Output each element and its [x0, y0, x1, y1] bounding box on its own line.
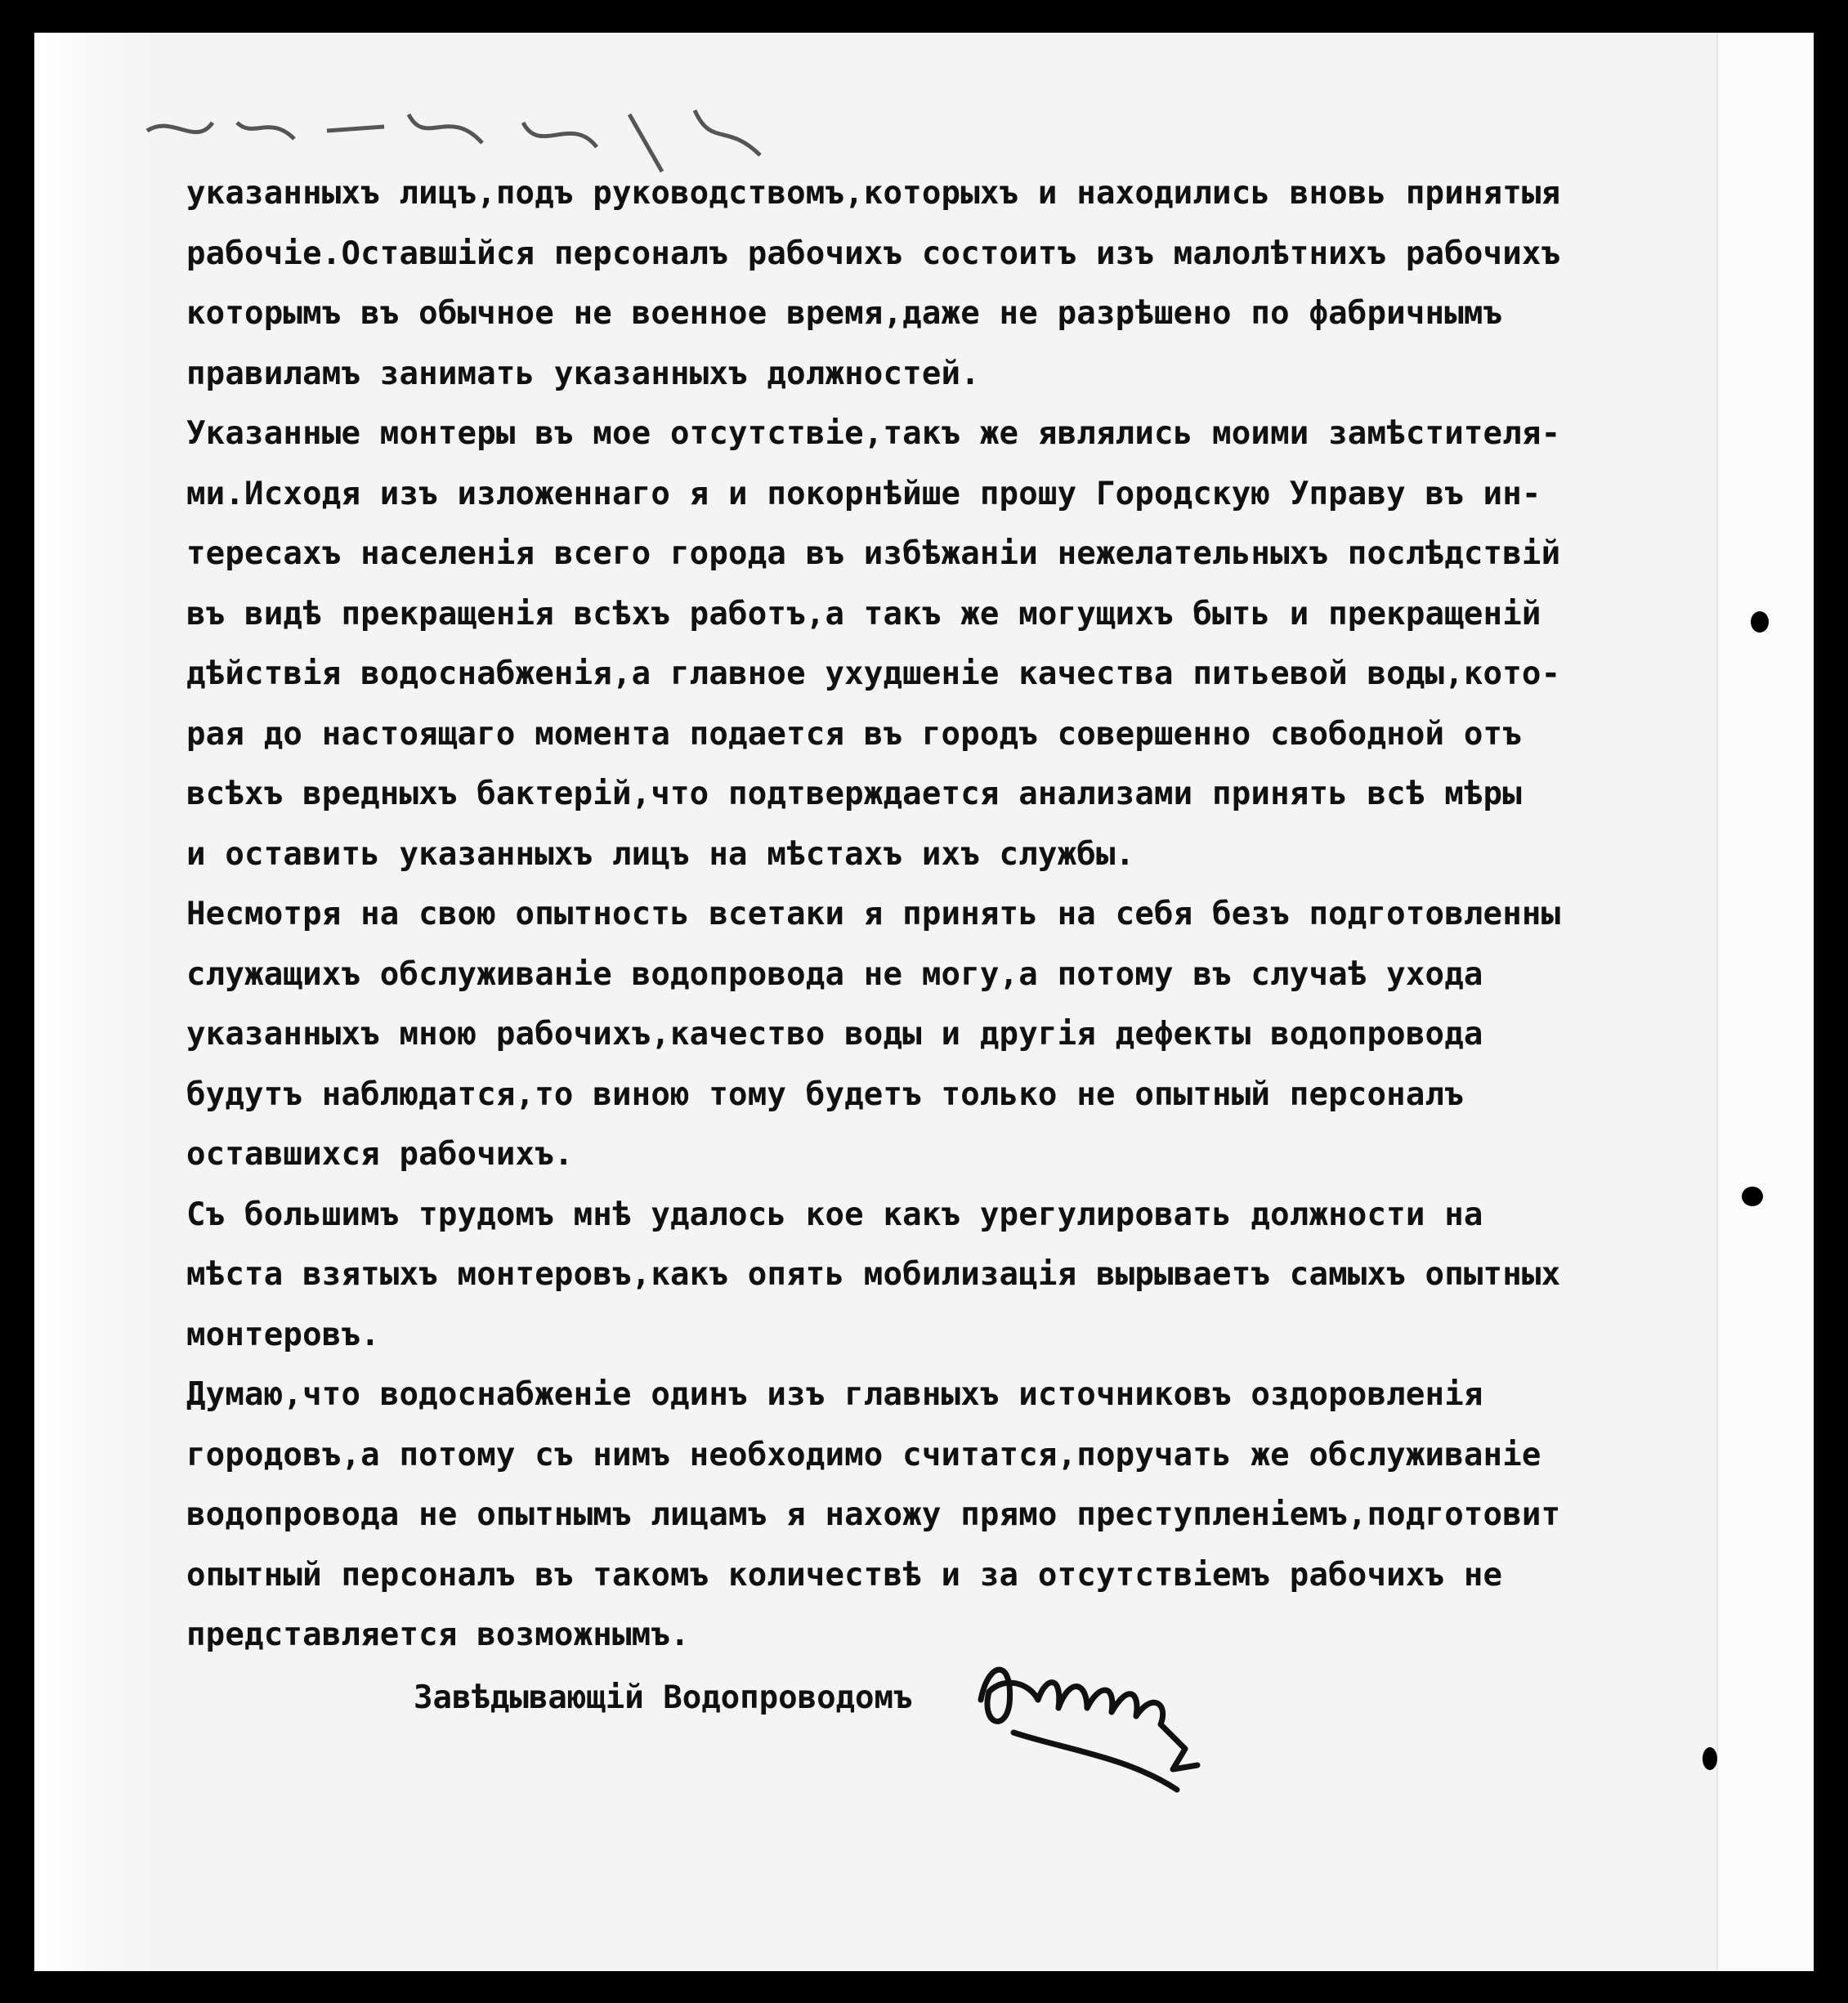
text-line: представляется возможнымъ.	[186, 1616, 690, 1653]
text-line: оставшихся рабочихъ.	[186, 1136, 574, 1173]
letter-body	[186, 163, 1674, 1665]
text-line: водопровода не опытнымъ лицамъ я нахожу прямо преступленiемъ,подготовит	[186, 1496, 1561, 1533]
ink-blot	[1703, 1747, 1717, 1770]
text-line: опытный персоналъ въ такомъ количествѣ и за отсутствiемъ рабочихъ не	[186, 1556, 1503, 1594]
text-line: и оставить указанныхъ лицъ на мѣстахъ ихъ службы.	[186, 835, 1135, 873]
signature-title: Завѣдывающiй Водопроводомъ	[414, 1679, 913, 1716]
text-line: указанныхъ мною рабочихъ,качество воды и другiя дефекты водопровода	[186, 1016, 1483, 1053]
text-line: рабочiе.Оставшiйся персоналъ рабочихъ состоитъ изъ малолѣтнихъ рабочихъ	[186, 235, 1561, 272]
text-line: правиламъ занимать указанныхъ должностей.	[186, 355, 980, 392]
text-line: монтеровъ.	[186, 1316, 380, 1353]
text-line: мѣста взятыхъ монтеровъ,какъ опять мобилизацiя вырываетъ самыхъ опытных	[186, 1256, 1561, 1293]
ink-blot	[1751, 611, 1769, 633]
text-line: указанныхъ лицъ,подъ руководствомъ,которыхъ и находились вновь принятыя	[186, 175, 1561, 212]
text-line: Съ большимъ трудомъ мнѣ удалось кое какъ урегулировать должности на	[186, 1196, 1483, 1233]
text-line: Думаю,что водоснабженiе одинъ изъ главныхъ источниковъ оздоровленiя	[186, 1376, 1483, 1413]
text-line: всѣхъ вредныхъ бактерiй,что подтверждается анализами принять всѣ мѣры	[186, 776, 1522, 812]
text-line: дѣйствiя водоснабженiя,а главное ухудшенiе качества питьевой воды,кото-	[186, 655, 1561, 692]
text-line: городовъ,а потому съ нимъ необходимо считатся,поручать же обслуживанiе	[186, 1436, 1541, 1473]
text-line: въ видѣ прекращенiя всѣхъ работъ,а такъ же могущихъ быть и прекращенiй	[186, 595, 1541, 633]
text-line: служащихъ обслуживанiе водопровода не могу,а потому въ случаѣ ухода	[186, 955, 1483, 993]
ink-blot	[1742, 1187, 1763, 1206]
paper-torn-left-edge	[34, 33, 165, 1971]
text-line: Несмотря на свою опытность всетаки я принять на себя безъ подготовленны	[186, 896, 1561, 932]
text-line: рая до настоящаго момента подается въ городъ совершенно свободной отъ	[186, 715, 1522, 753]
text-line: которымъ въ обычное не военное время,даже не разрѣшено по фабричнымъ	[186, 295, 1503, 332]
paper-right-margin	[1716, 33, 1814, 1971]
text-line: Указанные монтеры въ мое отсутствiе,такъ же являлись моими замѣстителя-	[186, 415, 1561, 452]
text-line: тересахъ населенiя всего города въ избѣжанiи нежелательныхъ послѣдствiй	[186, 535, 1561, 572]
handwritten-signature	[964, 1626, 1210, 1806]
text-line: будутъ наблюдатся,то виною тому будетъ только не опытный персоналъ	[186, 1075, 1464, 1113]
text-line: ми.Исходя изъ изложеннаго я и покорнѣйше прошу Городскую Управу въ ин-	[186, 475, 1541, 512]
